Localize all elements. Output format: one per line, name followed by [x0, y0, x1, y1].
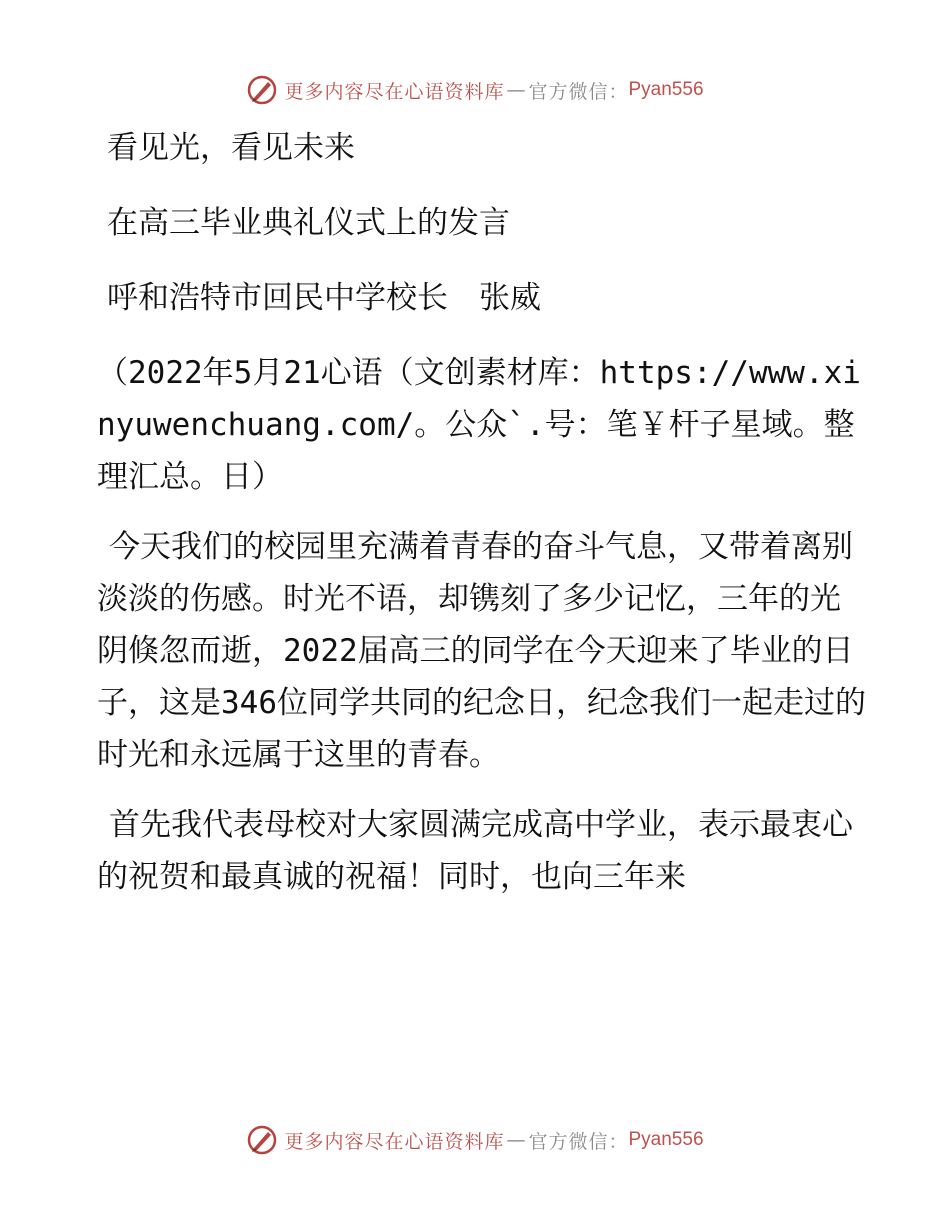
banner-dash: —: [506, 79, 527, 101]
pen-logo-icon: [246, 1124, 278, 1156]
banner-text: 更多内容尽在心语资料库: [284, 80, 505, 103]
banner-wechat-id: Pyan556: [628, 79, 704, 100]
banner-dash: —: [506, 1129, 527, 1151]
paragraph: 首先我代表母校对大家圆满完成高中学业，表示最衷心的祝贺和最真诚的祝福！同时，也向三年来: [97, 807, 853, 895]
header-banner: [0, 74, 950, 106]
pen-logo-icon: [246, 74, 278, 106]
document-meta-note: （2022年5月21心语（文创素材库：https://www.xinyuwenchuang.com/。公众`.号：笔￥杆子星域。整理汇总。日）: [97, 355, 861, 495]
document-author: 呼和浩特市回民中学校长 张威: [107, 280, 541, 316]
banner-wechat-id: Pyan556: [628, 1129, 704, 1150]
document-subtitle: 在高三毕业典礼仪式上的发言: [107, 205, 510, 241]
paragraph: 今天我们的校园里充满着青春的奋斗气息，又带着离别淡淡的伤感。时光不语，却镌刻了多少记忆，三年的光阴倏忽而逝，2022届高三的同学在今天迎来了毕业的日子，这是346位同学共同的纪念日，纪念我们一起走过的时光和永远属于这里的青春。: [97, 529, 866, 773]
footer-banner: [0, 1124, 950, 1156]
document-body: [97, 122, 867, 921]
banner-wechat-label: 官方微信：: [528, 1130, 629, 1153]
banner-wechat-label: 官方微信：: [528, 80, 629, 103]
banner-text: 更多内容尽在心语资料库: [284, 1130, 505, 1153]
document-title: 看见光，看见未来: [107, 130, 355, 166]
